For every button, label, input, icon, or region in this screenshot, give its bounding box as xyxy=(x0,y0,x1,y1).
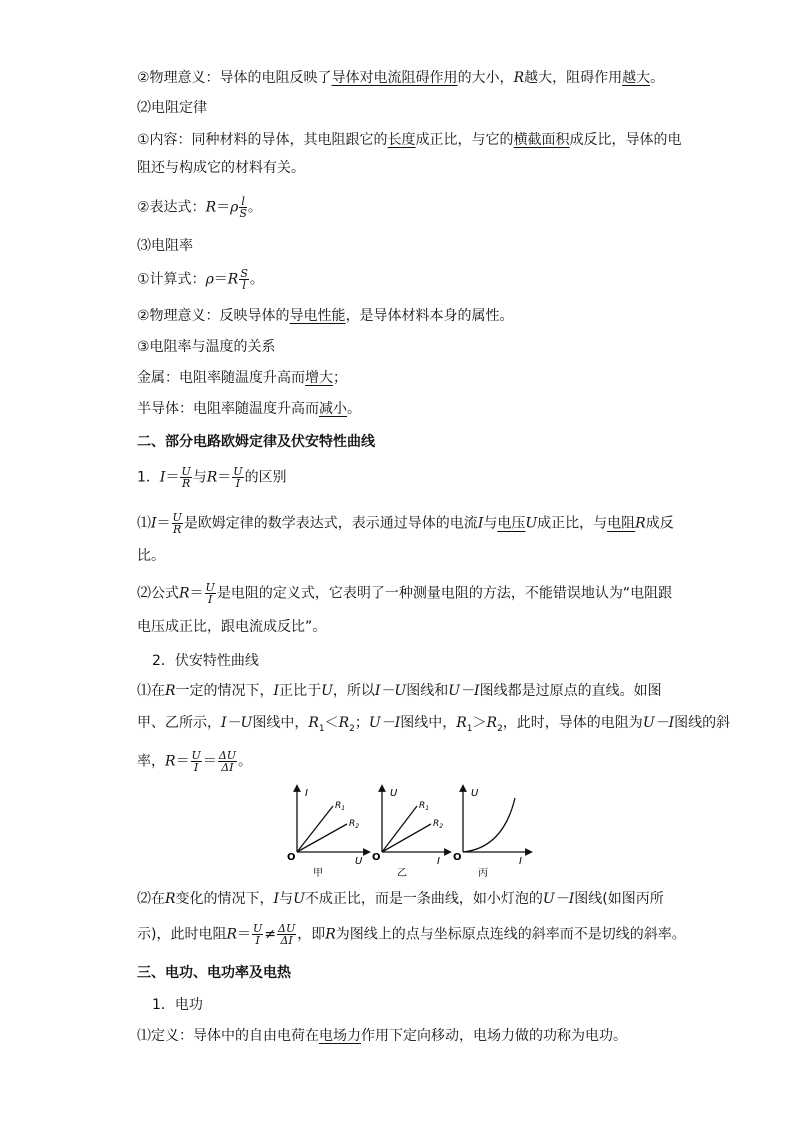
r1-label xyxy=(419,801,429,812)
denominator: I xyxy=(194,761,199,774)
x-axis-label: I xyxy=(437,856,440,867)
line-semiconductor xyxy=(137,399,361,419)
text: 成反 xyxy=(645,515,674,532)
text: 图线中， xyxy=(400,715,457,731)
text: 正比于 xyxy=(279,683,322,699)
numerator: l xyxy=(239,196,247,208)
nonlinear-curve xyxy=(463,798,515,852)
line-va-2 xyxy=(137,713,730,739)
subheading-electric-work: 1．电功 xyxy=(152,997,203,1013)
line-nonlinear-1 xyxy=(137,889,664,909)
symbol-R: R xyxy=(227,271,239,288)
underlined-term: 减小 xyxy=(319,401,347,417)
caption: 乙 xyxy=(397,868,407,879)
text: 是欧姆定律的数学表达式，表示通过导体的电流 xyxy=(183,515,478,532)
line-definition-cont: 电压成正比，跟电流成反比”。 xyxy=(137,619,327,635)
numerator: U xyxy=(205,581,215,594)
symbol-R: R xyxy=(486,715,498,731)
text: 作用下定向移动，电场力做的功称为电功。 xyxy=(361,1028,627,1044)
symbol-I: I xyxy=(477,515,484,532)
text: ②物理意义：反映导体的 xyxy=(137,308,290,324)
equals: ＝ xyxy=(237,926,252,943)
text: ； xyxy=(354,715,369,731)
subscript: 1 xyxy=(341,805,346,812)
line-metal xyxy=(137,368,347,388)
heading-resistance-law: ⑵电阻定律 xyxy=(137,100,207,116)
text: 是电阻的定义式，它表明了一种测量电阻的方法，不能错误地认为“电阻跟 xyxy=(216,585,673,602)
text: 为图线上的点与坐标原点连线的斜率而不是切线的斜率。 xyxy=(335,926,686,943)
symbol-R: R xyxy=(165,683,176,699)
fraction xyxy=(232,466,243,489)
r-symbol: R xyxy=(419,801,426,811)
numerator: ΔU xyxy=(278,922,296,935)
fraction xyxy=(180,466,191,489)
symbol-U: U xyxy=(293,891,305,907)
underlined-term: 电场力 xyxy=(319,1028,361,1044)
graph-jia xyxy=(287,788,367,879)
line-content-cont: 阻还与构成它的材料有关。 xyxy=(137,160,305,176)
fraction xyxy=(191,750,202,773)
line-definition-formula xyxy=(137,582,672,605)
line-content xyxy=(137,130,682,150)
fraction xyxy=(252,923,263,946)
symbol-R: R xyxy=(308,715,319,731)
text: 率， xyxy=(137,753,165,770)
symbol-I: I xyxy=(151,515,157,532)
origin-label: O xyxy=(287,852,296,863)
denominator: ΔI xyxy=(221,761,234,774)
text: 。 xyxy=(249,271,264,288)
symbol-R: R xyxy=(456,715,467,731)
line-r2 xyxy=(382,824,431,852)
x-axis-label: I xyxy=(519,856,522,867)
caption: 丙 xyxy=(478,868,488,879)
line-ohm-law-cont: 比。 xyxy=(137,548,165,564)
equals: ＝ xyxy=(156,515,171,532)
symbol-IU: I－U xyxy=(221,715,253,731)
line-slope xyxy=(137,750,252,773)
symbol-R: R xyxy=(226,926,238,943)
text: 示)，此时电阻 xyxy=(137,926,227,943)
text: ②物理意义：导体的电阻反映了 xyxy=(137,70,332,86)
equals: ＝ xyxy=(217,469,232,486)
text: 成正比，与它的 xyxy=(415,132,514,148)
symbol-rho: ρ xyxy=(230,199,239,216)
line-physical-meaning-resistance xyxy=(137,68,664,88)
text: ⑴定义：导体中的自由电荷在 xyxy=(137,1028,319,1044)
symbol-U: U xyxy=(525,515,538,532)
text: ，是导体材料本身的属性。 xyxy=(345,308,514,324)
denominator: R xyxy=(173,523,182,536)
x-axis-label: U xyxy=(355,856,363,867)
line-formula-resistivity xyxy=(137,268,264,291)
text: 图线(如图丙所 xyxy=(574,891,664,907)
heading-resistivity: ⑶电阻率 xyxy=(137,238,193,254)
numerator: U xyxy=(181,465,191,478)
subscript: 2 xyxy=(439,823,444,830)
subscript: 2 xyxy=(355,823,360,830)
fraction xyxy=(239,196,247,219)
symbol-UI: U－I xyxy=(642,715,675,731)
denominator: I xyxy=(235,477,241,490)
fraction xyxy=(239,268,249,291)
text: ； xyxy=(333,370,347,386)
text: 图线的斜 xyxy=(674,715,731,731)
text: 变化的情况下， xyxy=(175,891,274,907)
underlined-term: 电阻 xyxy=(607,515,636,532)
text: 的大小， xyxy=(457,70,514,86)
equals: ＝ xyxy=(202,753,217,770)
subscript: 1 xyxy=(318,723,325,734)
subscript: 1 xyxy=(425,805,430,812)
line-temp-relation: ③电阻率与温度的关系 xyxy=(137,339,276,355)
numerator: U xyxy=(233,465,243,478)
line-nonlinear-2 xyxy=(137,923,686,946)
line-ohm-law xyxy=(137,512,674,535)
symbol-I: I xyxy=(273,891,280,907)
symbol-rho: ρ xyxy=(205,271,214,288)
text: 。 xyxy=(247,199,262,216)
text: ，即 xyxy=(297,926,326,943)
not-equal: ≠ xyxy=(264,926,277,943)
section-heading-3: 三、电功、电功率及电热 xyxy=(137,965,291,981)
equals: ＝ xyxy=(189,585,204,602)
subscript: 2 xyxy=(497,723,503,734)
line-difference xyxy=(137,466,287,489)
symbol-R: R xyxy=(325,926,336,943)
line-electric-work-def xyxy=(137,1026,627,1046)
equals: ＝ xyxy=(213,271,228,288)
r2-label xyxy=(349,819,359,830)
text: 。 xyxy=(347,401,361,417)
subscript: 1 xyxy=(466,723,473,734)
numerator: U xyxy=(172,511,182,524)
symbol-R: R xyxy=(338,715,350,731)
line-expression xyxy=(137,196,262,219)
underlined-term: 导电性能 xyxy=(289,308,346,324)
denominator: I xyxy=(208,593,213,606)
line-resistivity-meaning xyxy=(137,306,514,326)
text: 图线都是过原点的直线。如图 xyxy=(479,683,662,699)
text: ⑵公式 xyxy=(137,585,179,602)
greater-than: ＞ xyxy=(472,715,487,731)
denominator: I xyxy=(255,934,260,947)
underlined-term: 电压 xyxy=(497,515,526,532)
text: ①计算式： xyxy=(137,271,206,288)
graph-yi xyxy=(372,788,448,879)
line-r1 xyxy=(297,806,333,852)
underlined-term: 长度 xyxy=(387,132,416,148)
va-curve-figures xyxy=(285,782,535,882)
fraction xyxy=(218,750,237,773)
r2-label xyxy=(433,819,443,830)
symbol-R: R xyxy=(165,753,176,770)
fraction xyxy=(205,582,216,605)
denominator: ΔI xyxy=(280,934,293,947)
numerator: U xyxy=(191,749,201,762)
symbol-R: R xyxy=(165,891,176,907)
y-axis-label: I xyxy=(305,788,308,799)
equals: ＝ xyxy=(165,469,180,486)
y-axis-label: U xyxy=(471,788,479,799)
line-r2 xyxy=(297,824,347,852)
origin-label: O xyxy=(453,852,462,863)
fraction xyxy=(172,512,183,535)
text: ，所以 xyxy=(332,683,375,699)
symbol-I: I xyxy=(159,469,166,486)
subheading-va-curve: 2．伏安特性曲线 xyxy=(152,653,259,669)
equals: ＝ xyxy=(175,753,190,770)
text: 。 xyxy=(238,753,253,770)
text: ⑴在 xyxy=(137,683,165,699)
r-symbol: R xyxy=(335,801,342,811)
text: ，此时，导体的电阻为 xyxy=(502,715,643,731)
symbol-R: R xyxy=(635,515,646,532)
text: 与 xyxy=(192,469,207,486)
text: 1． xyxy=(137,469,160,486)
r-symbol: R xyxy=(349,819,356,829)
text: ①内容：同种材料的导体，其电阻跟它的 xyxy=(137,132,388,148)
fraction xyxy=(277,923,296,946)
numerator: ΔU xyxy=(218,749,237,762)
text: 一定的情况下， xyxy=(175,683,274,699)
underlined-term: 越大 xyxy=(622,70,651,86)
caption: 甲 xyxy=(313,868,323,879)
symbol-R: R xyxy=(179,585,190,602)
text: 的区别 xyxy=(244,469,287,486)
text: 不成正比，而是一条曲线，如小灯泡的 xyxy=(304,891,543,907)
text: ②表达式： xyxy=(137,199,206,216)
text: 图线和 xyxy=(406,683,449,699)
underlined-term: 导体对电流阻碍作用 xyxy=(331,70,458,86)
text: 与 xyxy=(483,515,498,532)
text: 。 xyxy=(650,70,665,86)
symbol-UI: U－I xyxy=(542,891,575,907)
line-va-1 xyxy=(137,681,662,701)
symbol-UI: U－I xyxy=(448,683,480,699)
symbol-I: I xyxy=(273,683,280,699)
r1-label xyxy=(335,801,345,812)
symbol-U: U xyxy=(321,683,333,699)
section-heading-2: 二、部分电路欧姆定律及伏安特性曲线 xyxy=(137,434,375,450)
symbol-R: R xyxy=(513,70,525,86)
numerator: S xyxy=(240,267,248,280)
text: ⑴ xyxy=(137,515,151,532)
text: 成正比，与 xyxy=(537,515,608,532)
origin-label: O xyxy=(372,852,381,863)
underlined-term: 增大 xyxy=(305,370,333,386)
denominator: R xyxy=(181,477,191,490)
underlined-term: 横截面积 xyxy=(513,132,570,148)
subscript: 2 xyxy=(349,723,355,734)
denominator: S xyxy=(239,207,247,220)
text: 半导体：电阻率随温度升高而 xyxy=(137,401,319,417)
equals: ＝ xyxy=(216,199,231,216)
symbol-R: R xyxy=(206,469,218,486)
r-symbol: R xyxy=(433,819,440,829)
text: 与 xyxy=(279,891,294,907)
less-than: ＜ xyxy=(324,715,339,731)
symbol-R: R xyxy=(205,199,217,216)
symbol-UI: U－I xyxy=(368,715,401,731)
denominator: l xyxy=(242,279,246,292)
text: 越大，阻碍作用 xyxy=(524,70,623,86)
text: 金属：电阻率随温度升高而 xyxy=(137,370,305,386)
line-r1 xyxy=(382,806,417,852)
text: 图线中， xyxy=(252,715,309,731)
text: 成反比，导体的电 xyxy=(569,132,682,148)
text: ⑵在 xyxy=(137,891,165,907)
graph-bing xyxy=(453,788,529,879)
y-axis-label: U xyxy=(390,788,398,799)
text: 甲、乙所示， xyxy=(137,715,221,731)
symbol-IU: I－U xyxy=(374,683,407,699)
numerator: U xyxy=(253,922,263,935)
